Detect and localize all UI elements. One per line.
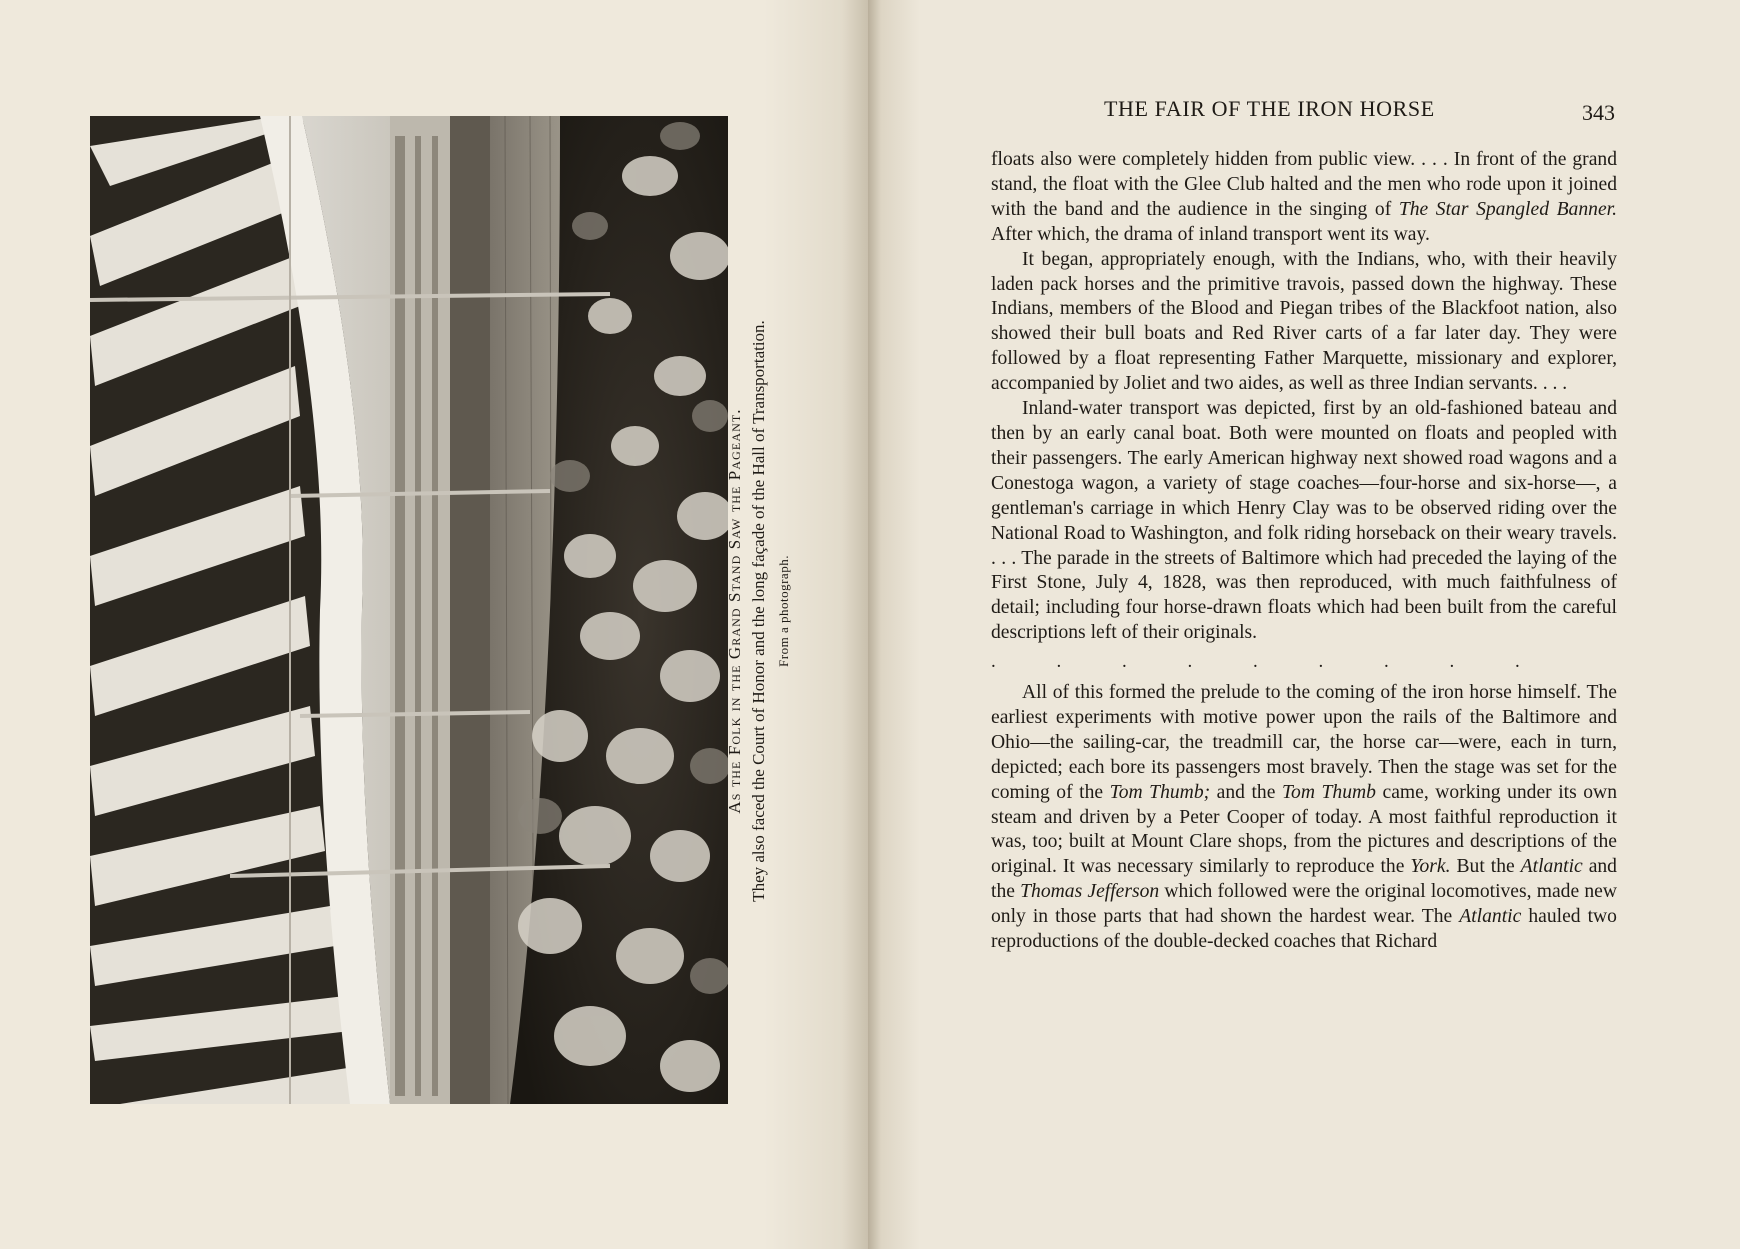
left-page: [0, 0, 868, 1249]
paragraph: [991, 248, 1617, 397]
text-run: and the: [991, 856, 1617, 903]
italic-text: Thomas Jefferson: [1020, 881, 1160, 903]
body-text: [991, 148, 1617, 955]
text-run: But the: [1450, 856, 1521, 878]
italic-text: The Star Spangled Banner.: [1398, 198, 1617, 220]
text-run: floats also were completely hidden from public view. . . . In front of the grand stand, the float with the Glee Club halted and the men who rode upon it joined with the band and the audience in the singing of: [991, 149, 1617, 220]
grandstand-photograph: [90, 116, 728, 1104]
caption-credit: From a photograph.: [776, 555, 791, 667]
caption-title: As the Folk in the Grand Stand Saw the Pageant.: [725, 408, 744, 814]
text-run: Inland-water transport was depicted, first by an old-fashioned bateau and then by an early canal boat. Both were mounted on floats and peopled with their passengers. The early American highway next showed road wagons and a Conestoga wagon, a variety of stage coaches—four-horse and six-horse—, a gentleman's carriage in which Henry Clay was to be observed riding over the National Road to Washington, and folk riding horseback on their weary travels. . . . The parade in the streets of Baltimore which had preceded the laying of the First Stone, July 4, 1828, was then reproduced, with much faithfulness of detail; including four horse-drawn floats which had been built from the careful descriptions left of their originals.: [991, 398, 1617, 644]
text-run: After which, the drama of inland transport went its way.: [991, 223, 1430, 245]
text-run: All of this formed the prelude to the coming of the iron horse himself. The earliest experiments with motive power upon the rails of the Baltimore and Ohio—the sailing-car, the treadmill car, the horse car—were, each in turn, depicted; each bore its passengers most bravely. Then the stage was set for the coming of the: [991, 682, 1617, 803]
page-number: 343: [1582, 100, 1615, 125]
italic-text: Tom Thumb: [1281, 781, 1376, 803]
paragraph: [991, 397, 1617, 646]
paragraph: [991, 148, 1617, 248]
running-head: THE FAIR OF THE IRON HORSE: [1104, 96, 1435, 121]
section-separator: . . . . . . . . .: [991, 651, 1548, 673]
text-run: came, working under its own steam and driven by a Peter Cooper of today. A most faithful reproduction it was, too; built at Mount Clare shops, from the pictures and descriptions of the original. It was necessary similarly to reproduce the: [991, 781, 1617, 878]
italic-text: Atlantic: [1520, 856, 1583, 878]
italic-text: Atlantic: [1459, 906, 1522, 928]
text-run: and the: [1210, 781, 1282, 803]
paragraph: [991, 681, 1617, 955]
text-run: which followed were the original locomotives, made new only in those parts that had shown the hardest wear. The: [991, 881, 1617, 928]
caption-subtitle: They also faced the Court of Honor and the long façade of the Hall of Transportation.: [749, 320, 768, 902]
pageant-photo-illustration: [90, 116, 728, 1104]
text-run: hauled two reproductions of the double-decked coaches that Richard: [991, 906, 1617, 953]
italic-text: Tom Thumb;: [1109, 781, 1211, 803]
text-run: It began, appropriately enough, with the Indians, who, with their heavily laden pack horses and the primitive travois, passed down the highway. These Indians, members of the Blood and Piegan tribes of the Blackfoot nation, also showed their bull boats and Red River carts of a far later day. They were followed by a float representing Father Marquette, missionary and explorer, accompanied by Joliet and two aides, as well as three Indian servants. . . .: [991, 248, 1617, 395]
italic-text: York.: [1410, 856, 1451, 878]
